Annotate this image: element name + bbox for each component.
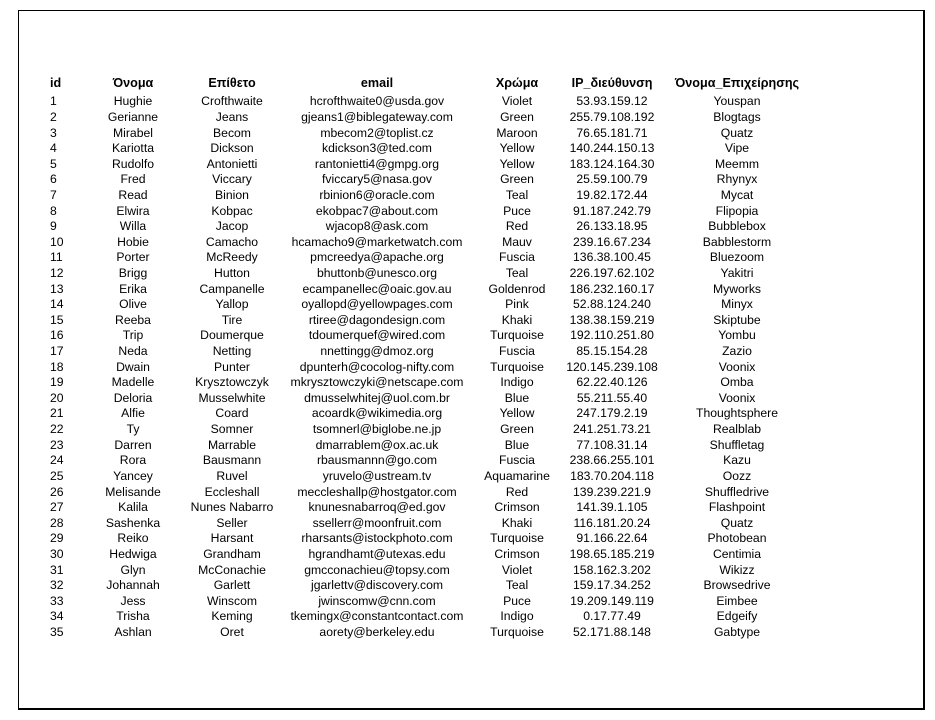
cell-id: 10 xyxy=(50,234,64,249)
cell-color: Green xyxy=(500,422,534,437)
cell-email: gmcconachieu@topsy.com xyxy=(304,562,450,577)
table-row xyxy=(49,594,807,610)
cell-email: yruvelo@ustream.tv xyxy=(322,468,432,483)
cell-first-name: Olive xyxy=(119,297,147,312)
table-row xyxy=(49,125,807,141)
cell-id: 22 xyxy=(50,422,64,437)
cell-email: gjeans1@biblegateway.com xyxy=(301,109,453,124)
cell-email: hcrofthwaite0@usda.gov xyxy=(309,94,445,109)
cell-email: mkrysztowczyki@netscape.com xyxy=(290,375,464,390)
table-row xyxy=(49,203,807,219)
cell-ip: 255.79.108.192 xyxy=(569,109,655,124)
cell-color: Green xyxy=(500,109,534,124)
cell-last-name: Hutton xyxy=(214,266,250,280)
table-row xyxy=(49,219,807,235)
cell-ip: 136.38.100.45 xyxy=(573,250,651,265)
cell-id: 13 xyxy=(50,281,64,296)
cell-email: acoardk@wikimedia.org xyxy=(311,406,443,421)
cell-color: Puce xyxy=(503,593,531,608)
data-table xyxy=(49,72,807,640)
cell-color: Maroon xyxy=(496,125,538,140)
cell-id: 24 xyxy=(50,453,64,468)
cell-id: 16 xyxy=(50,328,64,343)
cell-id: 5 xyxy=(50,156,57,171)
cell-email: ssellerr@moonfruit.com xyxy=(312,515,442,530)
cell-ip: 52.88.124.240 xyxy=(573,297,651,312)
cell-email: tsomnerl@biglobe.ne.jp xyxy=(312,422,442,437)
cell-first-name: Darren xyxy=(114,437,152,452)
cell-ip: 158.162.3.202 xyxy=(573,562,651,577)
cell-company: Rhynyx xyxy=(716,172,758,187)
cell-ip: 226.197.62.102 xyxy=(569,266,655,280)
header-company: Όνομα_Επιχείρησης xyxy=(674,76,800,90)
header-last-name: Επίθετο xyxy=(208,76,256,90)
cell-last-name: Campanelle xyxy=(199,281,265,296)
cell-email: hgrandhamt@utexas.edu xyxy=(308,546,446,561)
cell-id: 26 xyxy=(50,484,64,499)
cell-color: Turquoise xyxy=(490,359,544,374)
print-page xyxy=(18,10,925,710)
table-row xyxy=(49,453,807,469)
cell-email: kdickson3@ted.com xyxy=(322,141,432,156)
cell-color: Khaki xyxy=(501,312,533,327)
table-row xyxy=(49,531,807,547)
cell-company: Omba xyxy=(720,375,754,390)
cell-color: Turquoise xyxy=(490,328,544,343)
cell-first-name: Brigg xyxy=(118,266,148,280)
cell-email: oyallopd@yellowpages.com xyxy=(301,297,453,312)
cell-first-name: Jess xyxy=(120,593,146,608)
cell-id: 25 xyxy=(50,468,64,483)
cell-ip: 159.17.34.252 xyxy=(573,578,651,593)
cell-ip: 183.70.204.118 xyxy=(570,468,654,483)
cell-first-name: Elwira xyxy=(116,203,150,218)
cell-first-name: Glyn xyxy=(120,562,146,577)
cell-id: 1 xyxy=(50,94,57,109)
cell-first-name: Mirabel xyxy=(113,125,153,140)
cell-first-name: Ty xyxy=(126,422,140,437)
cell-first-name: Kalila xyxy=(118,500,148,515)
cell-email: rtiree@dagondesign.com xyxy=(308,312,446,327)
cell-ip: 19.82.172.44 xyxy=(576,187,648,202)
cell-color: Yellow xyxy=(499,156,535,171)
cell-ip: 198.65.185.219 xyxy=(569,546,655,561)
cell-id: 28 xyxy=(50,515,64,530)
cell-company: Bluezoom xyxy=(709,250,765,265)
cell-ip: 62.22.40.126 xyxy=(576,375,648,390)
cell-last-name: Punter xyxy=(214,359,250,374)
cell-last-name: McReedy xyxy=(206,250,258,265)
cell-company: Kazu xyxy=(723,453,751,468)
cell-id: 27 xyxy=(50,500,64,515)
cell-ip: 91.187.242.79 xyxy=(573,203,651,218)
table-row xyxy=(49,313,807,329)
cell-color: Yellow xyxy=(499,406,535,421)
cell-ip: 186.232.160.17 xyxy=(569,281,655,296)
cell-color: Yellow xyxy=(499,141,535,156)
cell-email: dmarrablem@ox.ac.uk xyxy=(315,437,439,452)
cell-company: Meemm xyxy=(714,156,759,171)
cell-company: Youspan xyxy=(713,94,761,109)
cell-id: 15 xyxy=(50,312,64,327)
table-row xyxy=(49,578,807,594)
cell-last-name: Becom xyxy=(213,125,251,140)
cell-last-name: Somner xyxy=(210,422,254,437)
cell-first-name: Trip xyxy=(122,328,144,343)
cell-ip: 53.93.159.12 xyxy=(576,94,648,109)
cell-ip: 0.17.77.49 xyxy=(583,609,641,624)
cell-id: 21 xyxy=(50,406,64,421)
cell-color: Turquoise xyxy=(490,531,544,546)
cell-ip: 91.166.22.64 xyxy=(576,531,648,546)
cell-company: Flipopia xyxy=(715,203,759,218)
cell-email: tdoumerquef@wired.com xyxy=(308,328,446,343)
cell-ip: 247.179.2.19 xyxy=(576,406,648,421)
cell-color: Indigo xyxy=(500,609,534,624)
cell-ip: 52.171.88.148 xyxy=(573,625,651,640)
cell-first-name: Johannah xyxy=(106,578,160,593)
cell-first-name: Alfie xyxy=(121,406,145,421)
cell-color: Khaki xyxy=(501,515,533,530)
cell-last-name: Nunes Nabarro xyxy=(190,500,274,515)
cell-ip: 76.65.181.71 xyxy=(576,125,648,140)
table-row xyxy=(49,110,807,126)
header-color: Χρώμα xyxy=(495,76,539,90)
cell-ip: 239.16.67.234 xyxy=(573,234,651,249)
cell-ip: 141.39.1.105 xyxy=(576,500,648,515)
cell-color: Red xyxy=(505,219,529,234)
cell-color: Puce xyxy=(503,203,531,218)
cell-company: Minyx xyxy=(721,297,753,312)
cell-company: Voonix xyxy=(718,359,756,374)
header-email: email xyxy=(360,76,394,90)
table-row xyxy=(49,391,807,407)
cell-id: 33 xyxy=(50,593,64,608)
cell-color: Teal xyxy=(505,187,529,202)
cell-color: Fuscia xyxy=(499,453,535,468)
cell-ip: 238.66.255.101 xyxy=(569,453,655,468)
cell-first-name: Reiko xyxy=(117,531,149,546)
cell-color: Indigo xyxy=(500,375,534,390)
cell-company: Thoughtsphere xyxy=(696,406,778,421)
cell-id: 32 xyxy=(50,578,64,593)
cell-first-name: Read xyxy=(118,187,148,202)
header-row xyxy=(49,72,807,94)
table-row xyxy=(49,344,807,360)
cell-first-name: Ashlan xyxy=(114,625,152,640)
cell-first-name: Neda xyxy=(118,344,148,359)
cell-company: Skiptube xyxy=(713,312,761,327)
cell-id: 8 xyxy=(50,203,57,218)
cell-ip: 241.251.73.21 xyxy=(573,422,651,437)
cell-email: hcamacho9@marketwatch.com xyxy=(291,234,463,249)
cell-company: Centimia xyxy=(712,546,762,561)
cell-color: Crimson xyxy=(494,546,540,561)
cell-first-name: Porter xyxy=(116,250,150,265)
cell-last-name: Binion xyxy=(215,187,249,202)
table-row xyxy=(49,359,807,375)
cell-color: Teal xyxy=(505,266,529,280)
cell-last-name: Seller xyxy=(216,515,248,530)
cell-company: Eimbee xyxy=(716,593,758,608)
cell-first-name: Melisande xyxy=(105,484,161,499)
cell-first-name: Reeba xyxy=(115,312,151,327)
cell-color: Blue xyxy=(504,390,530,405)
cell-id: 23 xyxy=(50,437,64,452)
cell-company: Mycat xyxy=(720,187,754,202)
cell-ip: 85.15.154.28 xyxy=(576,344,648,359)
cell-last-name: Garlett xyxy=(213,578,251,593)
cell-ip: 19.209.149.119 xyxy=(570,593,654,608)
cell-color: Violet xyxy=(501,94,533,109)
cell-email: rharsants@istockphoto.com xyxy=(301,531,453,546)
cell-email: bhuttonb@unesco.org xyxy=(316,266,438,280)
table-row xyxy=(49,141,807,157)
cell-company: Quatz xyxy=(720,515,754,530)
cell-id: 20 xyxy=(50,390,64,405)
cell-id: 18 xyxy=(50,359,64,374)
cell-last-name: Coard xyxy=(215,406,249,421)
table-row xyxy=(49,437,807,453)
cell-email: pmcreedya@apache.org xyxy=(310,250,444,265)
cell-color: Pink xyxy=(505,297,529,312)
cell-company: Blogtags xyxy=(713,109,761,124)
cell-ip: 116.181.20.24 xyxy=(573,515,651,530)
cell-email: tkemingx@constantcontact.com xyxy=(290,609,464,624)
table-row xyxy=(49,94,807,110)
cell-last-name: Netting xyxy=(212,344,252,359)
cell-ip: 183.124.164.30 xyxy=(569,156,655,171)
table-row xyxy=(49,422,807,438)
cell-last-name: Crofthwaite xyxy=(201,94,263,109)
header-ip: IP_διεύθυνση xyxy=(571,76,653,90)
cell-last-name: Doumerque xyxy=(200,328,264,343)
cell-last-name: Tire xyxy=(221,312,243,327)
table-row xyxy=(49,469,807,485)
cell-company: Voonix xyxy=(718,390,756,405)
table-row xyxy=(49,484,807,500)
cell-color: Fuscia xyxy=(499,344,535,359)
cell-color: Teal xyxy=(505,578,529,593)
cell-first-name: Hughie xyxy=(113,94,153,109)
cell-id: 7 xyxy=(50,187,57,202)
cell-color: Violet xyxy=(501,562,533,577)
cell-last-name: McConachie xyxy=(198,562,266,577)
table-row xyxy=(49,297,807,313)
table-row xyxy=(49,515,807,531)
cell-ip: 25.59.100.79 xyxy=(576,172,648,187)
cell-id: 14 xyxy=(50,297,64,312)
table-row xyxy=(49,266,807,282)
cell-id: 34 xyxy=(50,609,64,624)
cell-last-name: Kobpac xyxy=(211,203,253,218)
cell-first-name: Madelle xyxy=(111,375,155,390)
table-row xyxy=(49,547,807,563)
cell-last-name: Antonietti xyxy=(206,156,258,171)
cell-last-name: Harsant xyxy=(210,531,254,546)
cell-email: knunesnabarroq@ed.gov xyxy=(308,500,446,515)
cell-id: 31 xyxy=(50,562,64,577)
cell-company: Wikizz xyxy=(719,562,755,577)
cell-ip: 192.110.251.80 xyxy=(570,328,654,343)
cell-id: 2 xyxy=(50,109,57,124)
table-row xyxy=(49,250,807,266)
table-header xyxy=(49,72,807,94)
cell-ip: 26.133.18.95 xyxy=(576,219,648,234)
table-row xyxy=(49,281,807,297)
cell-color: Fuscia xyxy=(499,250,535,265)
cell-first-name: Yancey xyxy=(113,468,153,483)
cell-color: Green xyxy=(500,172,534,187)
cell-email: aorety@berkeley.edu xyxy=(319,625,435,640)
cell-first-name: Sashenka xyxy=(105,515,161,530)
cell-last-name: Ruvel xyxy=(216,468,248,483)
cell-company: Oozz xyxy=(722,468,752,483)
cell-company: Yakitri xyxy=(720,266,754,280)
cell-id: 19 xyxy=(50,375,64,390)
cell-first-name: Hedwiga xyxy=(109,546,157,561)
table-body xyxy=(49,94,807,640)
cell-last-name: Grandham xyxy=(203,546,261,561)
table-row xyxy=(49,406,807,422)
cell-last-name: Jacop xyxy=(215,219,249,234)
cell-email: rbausmannn@go.com xyxy=(316,453,438,468)
cell-last-name: Musselwhite xyxy=(198,390,266,405)
cell-first-name: Deloria xyxy=(113,390,153,405)
header-first-name: Όνομα xyxy=(112,76,154,90)
cell-ip: 77.108.31.14 xyxy=(576,437,648,452)
cell-last-name: Marrable xyxy=(207,437,257,452)
cell-email: dpunterh@cocolog-nifty.com xyxy=(299,359,455,374)
cell-company: Bubblebox xyxy=(708,219,766,234)
cell-first-name: Trisha xyxy=(116,609,150,624)
cell-color: Goldenrod xyxy=(488,281,546,296)
cell-last-name: Bausmann xyxy=(202,453,262,468)
table-wrapper xyxy=(49,72,807,640)
cell-last-name: Winscom xyxy=(206,593,258,608)
header-id: id xyxy=(50,76,62,90)
cell-company: Yombu xyxy=(718,328,756,343)
cell-email: rbinion6@oracle.com xyxy=(319,187,435,202)
cell-company: Myworks xyxy=(712,281,762,296)
table-row xyxy=(49,156,807,172)
cell-last-name: Jeans xyxy=(215,109,249,124)
cell-first-name: Willa xyxy=(119,219,147,234)
cell-last-name: Krysztowczyk xyxy=(195,375,269,390)
cell-id: 4 xyxy=(50,141,57,156)
cell-last-name: Keming xyxy=(211,609,253,624)
cell-email: rantonietti4@gmpg.org xyxy=(314,156,440,171)
cell-color: Crimson xyxy=(494,500,540,515)
cell-color: Aquamarine xyxy=(484,468,550,483)
cell-email: fviccary5@nasa.gov xyxy=(322,172,432,187)
cell-company: Zazio xyxy=(722,344,752,359)
cell-last-name: Dickson xyxy=(210,141,254,156)
cell-first-name: Fred xyxy=(120,172,146,187)
cell-color: Blue xyxy=(504,437,530,452)
cell-first-name: Rudolfo xyxy=(111,156,154,171)
cell-email: ekobpac7@about.com xyxy=(315,203,439,218)
cell-color: Turquoise xyxy=(490,625,544,640)
table-row xyxy=(49,500,807,516)
cell-email: jwinscomw@cnn.com xyxy=(318,593,436,608)
cell-email: wjacop8@ask.com xyxy=(325,219,429,234)
cell-last-name: Camacho xyxy=(205,234,259,249)
cell-email: mbecom2@toplist.cz xyxy=(320,125,434,140)
table-row xyxy=(49,609,807,625)
cell-company: Realblab xyxy=(712,422,762,437)
cell-first-name: Gerianne xyxy=(107,109,159,124)
cell-first-name: Rora xyxy=(119,453,147,468)
table-row xyxy=(49,172,807,188)
cell-last-name: Oret xyxy=(220,625,244,640)
table-row xyxy=(49,328,807,344)
cell-email: ecampanellec@oaic.gov.au xyxy=(302,281,452,296)
cell-color: Mauv xyxy=(502,234,532,249)
cell-id: 11 xyxy=(50,250,63,265)
cell-last-name: Eccleshall xyxy=(204,484,260,499)
cell-company: Gabtype xyxy=(713,625,761,640)
cell-ip: 55.211.55.40 xyxy=(576,390,648,405)
cell-ip: 138.38.159.219 xyxy=(569,312,655,327)
cell-id: 35 xyxy=(50,625,64,640)
table-row xyxy=(49,375,807,391)
cell-ip: 140.244.150.13 xyxy=(569,141,655,156)
cell-first-name: Erika xyxy=(119,281,147,296)
cell-company: Vipe xyxy=(724,141,750,156)
cell-first-name: Dwain xyxy=(116,359,150,374)
cell-id: 3 xyxy=(50,125,57,140)
cell-company: Photobean xyxy=(707,531,767,546)
cell-id: 6 xyxy=(50,172,57,187)
cell-last-name: Yallop xyxy=(215,297,249,312)
cell-id: 17 xyxy=(50,344,64,359)
cell-ip: 120.145.239.108 xyxy=(566,359,658,374)
cell-email: meccleshallp@hostgator.com xyxy=(297,484,457,499)
cell-first-name: Hobie xyxy=(117,234,149,249)
cell-id: 29 xyxy=(50,531,64,546)
cell-id: 9 xyxy=(50,219,57,234)
cell-email: nnettingg@dmoz.org xyxy=(320,344,434,359)
cell-id: 30 xyxy=(50,546,64,561)
cell-company: Quatz xyxy=(720,125,754,140)
table-row xyxy=(49,625,807,641)
table-row xyxy=(49,234,807,250)
cell-company: Babblestorm xyxy=(702,234,772,249)
cell-first-name: Kariotta xyxy=(111,141,154,156)
cell-company: Flashpoint xyxy=(708,500,766,515)
cell-company: Shuffledrive xyxy=(704,484,770,499)
cell-ip: 139.239.221.9 xyxy=(573,484,651,499)
cell-color: Red xyxy=(505,484,529,499)
cell-company: Edgeify xyxy=(716,609,758,624)
table-row xyxy=(49,562,807,578)
cell-id: 12 xyxy=(50,266,64,280)
cell-company: Shuffletag xyxy=(709,437,765,452)
cell-email: jgarlettv@discovery.com xyxy=(310,578,444,593)
cell-last-name: Viccary xyxy=(212,172,252,187)
cell-company: Browsedrive xyxy=(703,578,771,593)
cell-email: dmusselwhitej@uol.com.br xyxy=(304,390,450,405)
table-row xyxy=(49,188,807,204)
